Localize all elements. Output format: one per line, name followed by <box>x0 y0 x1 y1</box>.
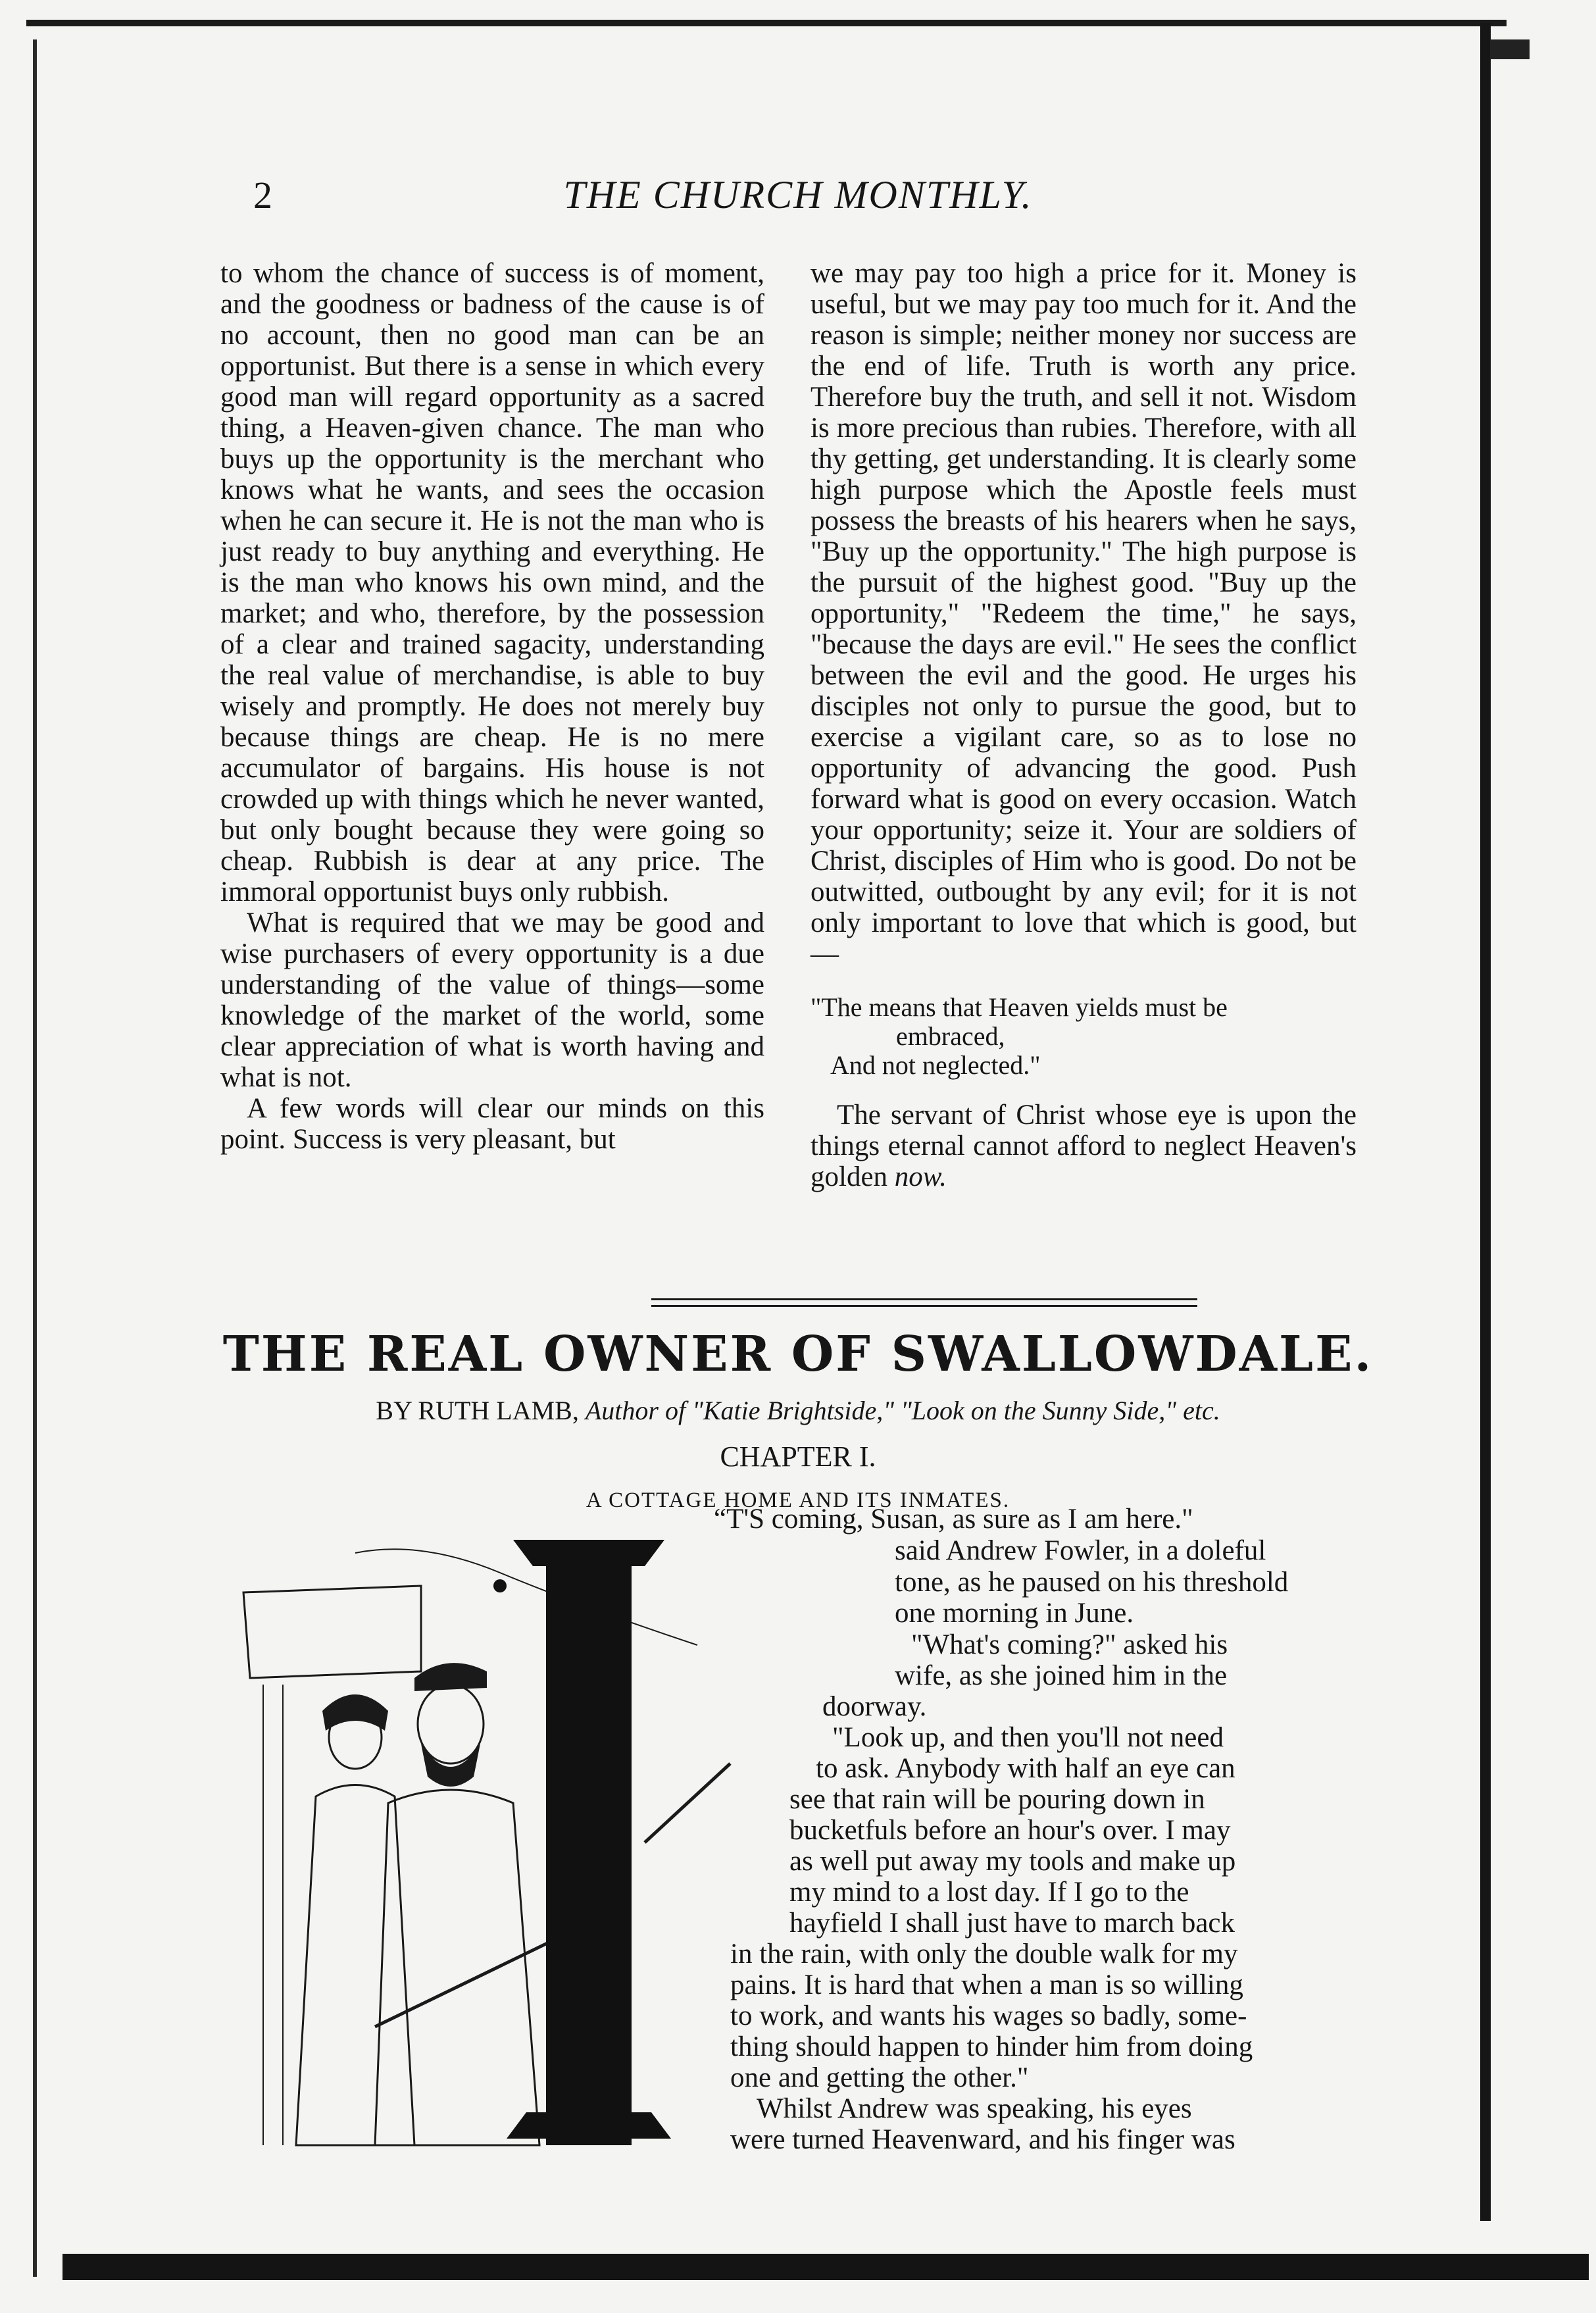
byline-role: Author of <box>585 1396 686 1425</box>
story-line: bucketfuls before an hour's over. I may <box>789 1815 1231 1846</box>
story-line: "What's coming?" asked his <box>911 1629 1228 1660</box>
story-line: my mind to a lost day. If I go to the <box>789 1877 1189 1908</box>
story-line: "Look up, and then you'll not need <box>832 1722 1224 1753</box>
left-paragraph-3: A few words will clear our minds on this point. Success is very pleasant, but <box>220 1093 764 1155</box>
story-line: Whilst Andrew was speaking, his eyes <box>757 2093 1192 2124</box>
chapter-title: A COTTAGE HOME AND ITS INMATES. <box>586 1488 1010 1512</box>
story-line: were turned Heavenward, and his finger was <box>730 2124 1235 2155</box>
story-line: one morning in June. <box>895 1598 1134 1629</box>
story-line: “T'S coming, Susan, as sure as I am here." <box>714 1504 1193 1535</box>
story-line: doorway. <box>822 1691 927 1722</box>
left-paragraph-2: What is required that we may be good and wise purchasers of every opportunity is a due understanding of the value of things—some knowledge of the market of the world, some clear appreciation of what is worth having and what is not. <box>220 907 764 1093</box>
story-line: see that rain will be pouring down in <box>789 1784 1205 1815</box>
emphasis-now: now. <box>894 1161 947 1192</box>
story-line: thing should happen to hinder him from doing <box>730 2031 1253 2062</box>
story-line: to ask. Anybody with half an eye can <box>816 1753 1235 1784</box>
running-head: THE CHURCH MONTHLY. <box>563 173 1033 216</box>
story-line: as well put away my tools and make up <box>789 1846 1236 1877</box>
story-line: wife, as she joined him in the <box>895 1660 1228 1691</box>
story-line: said Andrew Fowler, in a doleful <box>895 1535 1266 1566</box>
left-paragraph-1: to whom the chance of success is of moment, and the goodness or badness of the cause is of no account, then no good man can be an opportunist. But there is a sense in which every good man will regard opportunity as a sacred thing, a Heaven-given chance. The man who buys up the opportunity is the merchant who knows what he wants, and sees the occasion when he can secure it. He is not the man who is just ready to buy anything and everything. He is the man who knows his own mind, and the market; and who, therefore, by the possession of a clear and trained sagacity, understanding the real value of merchandise, is able to buy wisely and promptly. He does not merely buy because things are cheap. He is no mere accumulator of bargains. His house is not crowded up with things which he never wanted, but only bought because they were going so cheap. Rubbish is dear at any price. The immoral opportunist buys only rubbish. <box>220 258 764 907</box>
page-number: 2 <box>253 174 272 216</box>
right-paragraph-1: we may pay too high a price for it. Money is useful, but we may pay too much for it. And the reason is simple; neither money nor success are the end of life. Truth is worth any price. Therefore buy the truth, and sell it not. Wisdom is more precious than rubies. Therefore, with all thy getting, get understanding. It is clearly some high purpose which the Apostle feels must possess the breasts of his hearers when he says, "Buy up the opportunity." The high purpose is the pursuit of the highest good. "Buy up the opportunity," "Redeem the time," he says, "because the days are evil." He sees the conflict between the evil and the good. He urges his disciples not only to pursue the good, but to exercise a vigilant care, so as to lose no opportunity of advancing the good. Push forward what is good on every occasion. Watch your opportunity; seize it. Your are soldiers of Christ, disciples of Him who is good. Do not be outwitted, outbought by any evil; for it is not only important to love that which is good, but— <box>810 258 1357 969</box>
story-line: to work, and wants his wages so badly, some- <box>730 2000 1247 2031</box>
right-paragraph-2-text: The servant of Christ whose eye is upon the things eternal cannot afford to neglect Heaven's golden <box>810 1100 1357 1192</box>
byline-works: "Katie Brightside," "Look on the Sunny Side," etc. <box>686 1396 1220 1425</box>
story-line: tone, as he paused on his threshold <box>895 1567 1289 1598</box>
verse-line: "The means that Heaven yields must be <box>810 992 1228 1022</box>
story-line: hayfield I shall just have to march back <box>789 1908 1235 1939</box>
verse-line: embraced, <box>896 1021 1005 1051</box>
verse-line: And not neglected." <box>830 1050 1041 1080</box>
byline-author: BY RUTH LAMB, <box>376 1396 586 1425</box>
story-line: one and getting the other." <box>730 2062 1029 2093</box>
story-title: THE REAL OWNER OF SWALLOWDALE. <box>222 1326 1374 1383</box>
chapter-heading: CHAPTER I. <box>720 1440 876 1473</box>
story-line: pains. It is hard that when a man is so willing <box>730 1970 1243 2000</box>
story-line: in the rain, with only the double walk for my <box>730 1939 1238 1970</box>
